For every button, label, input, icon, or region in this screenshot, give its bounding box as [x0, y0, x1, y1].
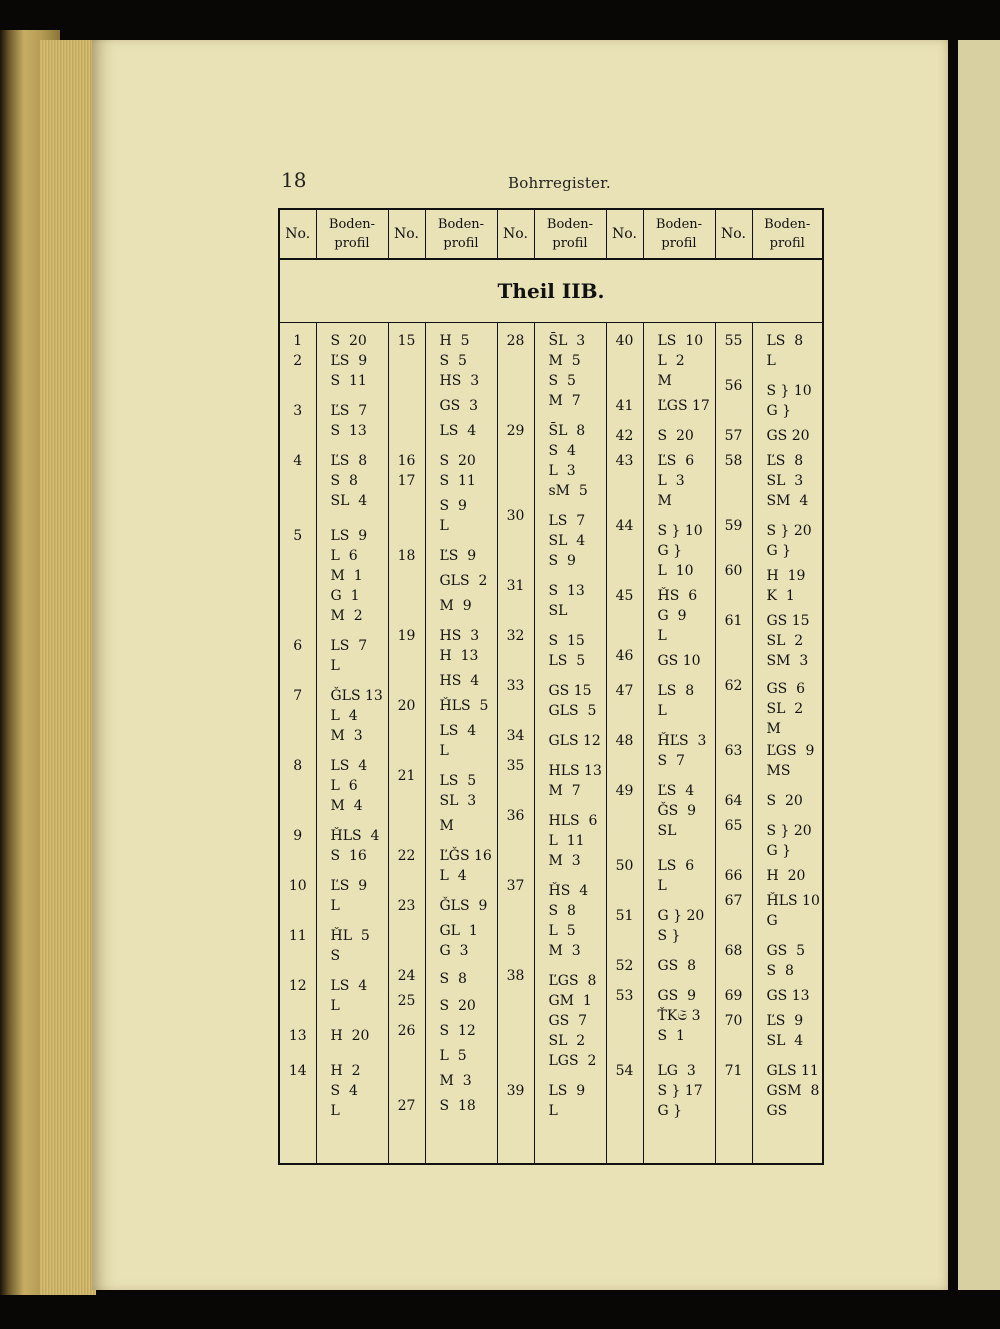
header-bodenprofil: Boden- profil: [752, 209, 823, 259]
profile-entry: L 6: [330, 548, 358, 564]
bore-number: 8: [293, 758, 303, 774]
profile-entry: M 4: [330, 798, 363, 814]
profile-entry: LS 4: [330, 978, 368, 994]
header-bodenprofil: Boden- profil: [534, 209, 606, 259]
profile-entry: L: [548, 1103, 558, 1119]
profile-entry: L 11: [548, 833, 585, 849]
bore-number: 65: [724, 818, 743, 834]
profile-entry: GS 15: [766, 613, 810, 629]
profile-entry: HLS 6: [548, 813, 598, 829]
bore-number: 56: [724, 378, 743, 394]
profile-entry: S 11: [330, 373, 367, 389]
bore-number: 64: [724, 793, 743, 809]
profile-entry: LS 4: [439, 723, 477, 739]
header-bodenprofil: Boden- profil: [316, 209, 388, 259]
bore-number: 21: [397, 768, 416, 784]
header-no: No.: [279, 209, 316, 259]
profile-entry: L: [330, 658, 340, 674]
profile-entry: M 7: [548, 783, 581, 799]
bore-number: 29: [506, 423, 525, 439]
profile-entry: LS 6: [657, 858, 695, 874]
bore-number: 62: [724, 678, 743, 694]
profile-entry: HS 3: [439, 373, 480, 389]
profile-entry: S } 20: [766, 823, 812, 839]
profile-entry: H 13: [439, 648, 479, 664]
profile-entry: M 3: [439, 1073, 472, 1089]
profile-entry: S̄L 3: [548, 333, 586, 349]
bore-number: 63: [724, 743, 743, 759]
profile-entry: S̄L 8: [548, 423, 586, 439]
profile-column: [534, 323, 606, 1165]
profile-entry: LS 5: [548, 653, 586, 669]
profile-entry: SL 2: [548, 1033, 586, 1049]
profile-entry: SL 4: [766, 1033, 804, 1049]
right-page-edge: [958, 40, 1000, 1290]
profile-entry: L: [766, 353, 776, 369]
profile-entry: ĽS 9: [330, 878, 368, 894]
number-column: [606, 323, 643, 1165]
bore-number: 25: [397, 993, 416, 1009]
profile-entry: SM 4: [766, 493, 809, 509]
profile-entry: LS 5: [439, 773, 477, 789]
profile-entry: L: [330, 1103, 340, 1119]
profile-entry: M: [766, 721, 781, 737]
header-bodenprofil: Boden- profil: [643, 209, 715, 259]
bore-number: 46: [615, 648, 634, 664]
profile-entry: H 20: [766, 868, 806, 884]
bore-number: 10: [288, 878, 307, 894]
bore-number: 61: [724, 613, 743, 629]
profile-column: [316, 323, 388, 1165]
profile-entry: S 20: [439, 453, 476, 469]
profile-entry: ǦLS 9: [439, 898, 488, 914]
profile-entry: M 2: [330, 608, 363, 624]
profile-entry: ȞLS 5: [439, 698, 489, 714]
profile-entry: M: [657, 373, 672, 389]
profile-entry: S } 10: [657, 523, 703, 539]
profile-column: [752, 323, 823, 1165]
bore-number: 50: [615, 858, 634, 874]
bore-number: 71: [724, 1063, 743, 1079]
profile-entry: S } 10: [766, 383, 812, 399]
profile-entry: SL 3: [439, 793, 477, 809]
bore-number: 9: [293, 828, 303, 844]
bore-number: 66: [724, 868, 743, 884]
profile-entry: G 3: [439, 943, 469, 959]
bore-number: 53: [615, 988, 634, 1004]
profile-entry: G }: [766, 843, 792, 859]
profile-entry: S 13: [330, 423, 367, 439]
profile-entry: ǦLS 13: [330, 688, 383, 704]
number-column: [388, 323, 425, 1165]
bore-number: 11: [288, 928, 307, 944]
profile-entry: GLS 12: [548, 733, 601, 749]
profile-entry: S 8: [766, 963, 794, 979]
bore-number: 34: [506, 728, 525, 744]
profile-entry: ĽGS 9: [766, 743, 815, 759]
bore-number: 20: [397, 698, 416, 714]
bore-number: 32: [506, 628, 525, 644]
profile-entry: LS 10: [657, 333, 704, 349]
bore-number: 5: [293, 528, 303, 544]
profile-entry: S 4: [548, 443, 576, 459]
bore-number: 35: [506, 758, 525, 774]
bore-number: 6: [293, 638, 303, 654]
bore-number: 70: [724, 1013, 743, 1029]
profile-entry: M 7: [548, 393, 581, 409]
profile-entry: LS 7: [330, 638, 368, 654]
profile-entry: S 5: [548, 373, 576, 389]
bore-number: 19: [397, 628, 416, 644]
bore-number: 59: [724, 518, 743, 534]
profile-entry: ȞLS 4: [330, 828, 380, 844]
profile-entry: G: [766, 913, 778, 929]
profile-entry: SL 4: [548, 533, 586, 549]
profile-entry: GL 1: [439, 923, 478, 939]
section-title: Theil IIB.: [279, 259, 823, 323]
profile-entry: GS 5: [766, 943, 806, 959]
profile-entry: ĽS 7: [330, 403, 368, 419]
profile-entry: M 9: [439, 598, 472, 614]
profile-entry: GS 13: [766, 988, 810, 1004]
profile-entry: L 2: [657, 353, 685, 369]
bore-number: 49: [615, 783, 634, 799]
bore-number: 18: [397, 548, 416, 564]
profile-entry: LG 3: [657, 1063, 696, 1079]
profile-entry: GS 8: [657, 958, 697, 974]
bore-number: 14: [288, 1063, 307, 1079]
profile-entry: GS 9: [657, 988, 697, 1004]
header-bodenprofil: Boden- profil: [425, 209, 497, 259]
bore-number: 58: [724, 453, 743, 469]
profile-entry: sM 5: [548, 483, 588, 499]
profile-entry: HS 4: [439, 673, 480, 689]
profile-entry: S }: [657, 928, 681, 944]
profile-entry: LS 7: [548, 513, 586, 529]
profile-entry: GS 15: [548, 683, 592, 699]
profile-entry: G }: [766, 543, 792, 559]
profile-entry: LS 4: [439, 423, 477, 439]
header-no: No.: [388, 209, 425, 259]
profile-entry: H 2: [330, 1063, 361, 1079]
bore-number: 28: [506, 333, 525, 349]
profile-entry: S 9: [439, 498, 467, 514]
profile-entry: S 20: [766, 793, 803, 809]
bore-number: 48: [615, 733, 634, 749]
bore-number: 22: [397, 848, 416, 864]
profile-entry: GM 1: [548, 993, 592, 1009]
profile-entry: L 10: [657, 563, 694, 579]
profile-entry: L: [657, 878, 667, 894]
profile-entry: L 5: [439, 1048, 467, 1064]
bore-number: 55: [724, 333, 743, 349]
profile-entry: L: [439, 743, 449, 759]
number-column: [497, 323, 534, 1165]
profile-entry: L: [657, 628, 667, 644]
profile-entry: GS 10: [657, 653, 701, 669]
bore-number: 2: [293, 353, 303, 369]
profile-entry: M 5: [548, 353, 581, 369]
profile-entry: H 5: [439, 333, 470, 349]
bore-number: 39: [506, 1083, 525, 1099]
profile-entry: L 5: [548, 923, 576, 939]
profile-entry: SL 2: [766, 633, 804, 649]
profile-entry: LS 9: [330, 528, 368, 544]
profile-column: [643, 323, 715, 1165]
profile-entry: M 1: [330, 568, 363, 584]
profile-entry: S 8: [548, 903, 576, 919]
header-no: No.: [606, 209, 643, 259]
bore-number: 3: [293, 403, 303, 419]
bore-number: 24: [397, 968, 416, 984]
profile-entry: GS 7: [548, 1013, 588, 1029]
number-column: [279, 323, 316, 1165]
profile-entry: L 4: [439, 868, 467, 884]
profile-entry: L 6: [330, 778, 358, 794]
profile-entry: L: [330, 898, 340, 914]
profile-entry: GS 6: [766, 681, 806, 697]
profile-entry: M 3: [548, 943, 581, 959]
profile-entry: ĽS 4: [657, 783, 695, 799]
profile-entry: SL: [657, 823, 677, 839]
profile-entry: LS 9: [548, 1083, 586, 1099]
profile-entry: S 5: [439, 353, 467, 369]
profile-entry: SL 4: [330, 493, 368, 509]
bore-register-table: [278, 208, 824, 1165]
profile-entry: ǦS 9: [657, 803, 697, 819]
profile-entry: G } 20: [657, 908, 705, 924]
profile-entry: ĽS 8: [766, 453, 804, 469]
bore-number: 13: [288, 1028, 307, 1044]
profile-entry: G }: [657, 1103, 683, 1119]
profile-entry: ȞS 6: [657, 588, 698, 604]
bore-number: 38: [506, 968, 525, 984]
profile-entry: GS 20: [766, 428, 810, 444]
profile-entry: ĽGS 17: [657, 398, 710, 414]
bore-number: 37: [506, 878, 525, 894]
profile-entry: ĽǦS 16: [439, 848, 492, 864]
profile-entry: LS 8: [657, 683, 695, 699]
profile-entry: ĽS 9: [330, 353, 368, 369]
bore-number: 43: [615, 453, 634, 469]
profile-entry: SL: [548, 603, 568, 619]
profile-entry: SL 2: [766, 701, 804, 717]
profile-entry: S 9: [548, 553, 576, 569]
bore-number: 31: [506, 578, 525, 594]
bore-number: 1: [293, 333, 303, 349]
bore-number: 7: [293, 688, 303, 704]
bore-number: 57: [724, 428, 743, 444]
profile-entry: H 20: [330, 1028, 370, 1044]
bore-number: 54: [615, 1063, 634, 1079]
profile-entry: ĽS 9: [439, 548, 477, 564]
profile-entry: M: [657, 493, 672, 509]
profile-entry: S } 17: [657, 1083, 703, 1099]
profile-entry: S } 20: [766, 523, 812, 539]
header-no: No.: [715, 209, 752, 259]
profile-entry: LS 8: [766, 333, 804, 349]
bore-number: 69: [724, 988, 743, 1004]
profile-entry: HLS 13: [548, 763, 602, 779]
profile-entry: S 4: [330, 1083, 358, 1099]
profile-entry: L 4: [330, 708, 358, 724]
profile-entry: MS: [766, 763, 791, 779]
profile-entry: S 7: [657, 753, 685, 769]
profile-entry: GLS 2: [439, 573, 488, 589]
bore-number: 4: [293, 453, 303, 469]
profile-entry: S 13: [548, 583, 585, 599]
bore-number: 67: [724, 893, 743, 909]
profile-entry: GLS 5: [548, 703, 597, 719]
profile-entry: ȞLS 10: [766, 893, 820, 909]
profile-entry: SM 3: [766, 653, 809, 669]
profile-entry: S 18: [439, 1098, 476, 1114]
bore-number: 40: [615, 333, 634, 349]
bore-number: 68: [724, 943, 743, 959]
profile-entry: L: [657, 703, 667, 719]
profile-column: [425, 323, 497, 1165]
profile-entry: S 16: [330, 848, 367, 864]
profile-entry: LGS 2: [548, 1053, 597, 1069]
profile-entry: ȞS 4: [548, 883, 589, 899]
profile-entry: K 1: [766, 588, 795, 604]
profile-entry: L: [439, 518, 449, 534]
bore-number: 15: [397, 333, 416, 349]
profile-entry: S 8: [330, 473, 358, 489]
profile-entry: G }: [766, 403, 792, 419]
profile-entry: SL 3: [766, 473, 804, 489]
profile-entry: G 1: [330, 588, 360, 604]
bore-number: 42: [615, 428, 634, 444]
profile-entry: S 12: [439, 1023, 476, 1039]
profile-entry: M 3: [548, 853, 581, 869]
bore-number: 27: [397, 1098, 416, 1114]
profile-entry: L 3: [657, 473, 685, 489]
number-column: [715, 323, 752, 1165]
profile-entry: M 3: [330, 728, 363, 744]
profile-entry: ŤK𝔖 3: [657, 1008, 701, 1024]
bore-number: 52: [615, 958, 634, 974]
profile-entry: GS 3: [439, 398, 479, 414]
bore-number: 47: [615, 683, 634, 699]
profile-entry: ĽS 9: [766, 1013, 804, 1029]
page-stack-edge: [40, 40, 96, 1295]
profile-entry: S: [330, 948, 341, 964]
profile-entry: S 20: [330, 333, 367, 349]
bore-number: 30: [506, 508, 525, 524]
profile-entry: ȞL 5: [330, 928, 370, 944]
profile-entry: S 20: [657, 428, 694, 444]
bore-number: 33: [506, 678, 525, 694]
profile-entry: GSM 8: [766, 1083, 820, 1099]
bore-number: 60: [724, 563, 743, 579]
profile-entry: G 9: [657, 608, 687, 624]
bore-number: 51: [615, 908, 634, 924]
profile-entry: S 11: [439, 473, 476, 489]
running-title: Bohrregister.: [508, 174, 611, 192]
bore-number: 23: [397, 898, 416, 914]
profile-entry: LS 4: [330, 758, 368, 774]
profile-entry: GS: [766, 1103, 788, 1119]
bore-number: 36: [506, 808, 525, 824]
bore-number: 45: [615, 588, 634, 604]
profile-entry: ĽS 8: [330, 453, 368, 469]
bore-number: 44: [615, 518, 634, 534]
bore-number: 12: [288, 978, 307, 994]
page-number: 18: [281, 168, 307, 192]
profile-entry: H 19: [766, 568, 806, 584]
profile-entry: S 20: [439, 998, 476, 1014]
profile-entry: ĽS 6: [657, 453, 695, 469]
bore-number: 16: [397, 453, 416, 469]
profile-entry: M: [439, 818, 454, 834]
bore-number: 17: [397, 473, 416, 489]
bore-number: 26: [397, 1023, 416, 1039]
header-no: No.: [497, 209, 534, 259]
profile-entry: ȞĽS 3: [657, 733, 707, 749]
profile-entry: S 1: [657, 1028, 685, 1044]
profile-entry: L: [330, 998, 340, 1014]
profile-entry: HS 3: [439, 628, 480, 644]
profile-entry: G }: [657, 543, 683, 559]
profile-entry: S 8: [439, 971, 467, 987]
profile-entry: GLS 11: [766, 1063, 819, 1079]
profile-entry: S 15: [548, 633, 585, 649]
profile-entry: ĽGS 8: [548, 973, 597, 989]
bore-number: 41: [615, 398, 634, 414]
profile-entry: L 3: [548, 463, 576, 479]
